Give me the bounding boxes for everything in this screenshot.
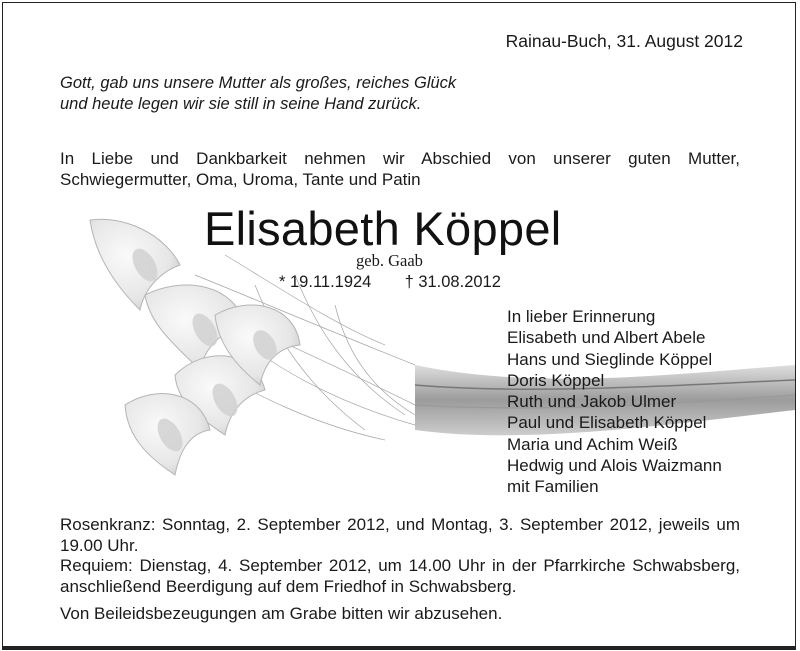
- list-item: Hans und Sieglinde Köppel: [507, 349, 713, 369]
- service-notices: [60, 515, 740, 625]
- life-dates: [279, 273, 501, 292]
- notice-bottom-rule: [2, 647, 796, 650]
- motto-line: Gott, gab uns unsere Mutter als großes, reiches Glück: [60, 74, 457, 92]
- list-item: Ruth und Jakob Ulmer: [507, 392, 677, 412]
- deceased-name: Elisabeth Köppel: [204, 202, 562, 255]
- place-date: Rainau-Buch, 31. August 2012: [505, 31, 743, 51]
- requiem-notice: Requiem: Dienstag, 4. September 2012, um 14.00 Uhr in der Pfarrkirche Schwabsberg, anschließend Beerdigung auf dem Friedhof in Schwabsberg.: [60, 556, 740, 597]
- birth-date: * 19.11.1924: [279, 273, 372, 291]
- list-item: In lieber Erinnerung: [507, 307, 656, 326]
- intro-text: In Liebe und Dankbarkeit nehmen wir Abschied von unserer guten Mutter, Schwiegermutter, Oma, Uroma, Tante und Patin: [60, 149, 740, 189]
- list-item: Elisabeth und Albert Abele: [507, 328, 706, 348]
- list-item: mit Familien: [507, 477, 599, 497]
- maiden-name: geb. Gaab: [356, 251, 423, 270]
- condolence-notice: Von Beileidsbezeugungen am Grabe bitten wir abzusehen.: [60, 603, 503, 623]
- list-item: Paul und Elisabeth Köppel: [507, 413, 707, 433]
- list-item: Hedwig und Alois Waizmann: [507, 456, 722, 476]
- list-item: Maria und Achim Weiß: [507, 434, 678, 454]
- motto-verse: [60, 73, 456, 115]
- motto-line: und heute legen wir sie still in seine Hand zurück.: [60, 95, 422, 113]
- list-item: Doris Köppel: [507, 370, 605, 390]
- death-date: † 31.08.2012: [404, 273, 501, 291]
- rosenkranz-notice: Rosenkranz: Sonntag, 2. September 2012, und Montag, 3. September 2012, jeweils um 19.00 Uhr.: [60, 515, 740, 555]
- mourners-list: [507, 306, 722, 498]
